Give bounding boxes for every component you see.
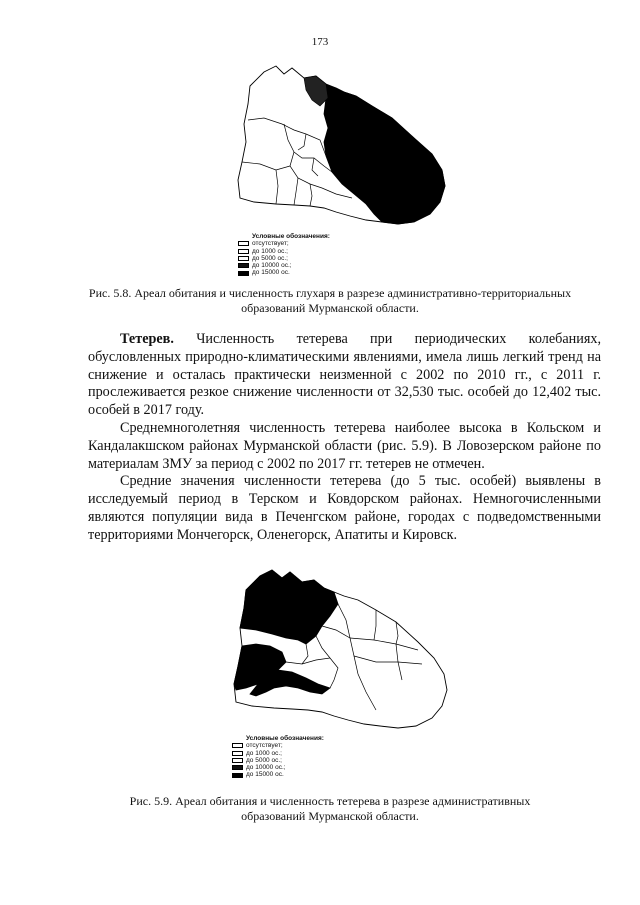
- legend-item: [232, 771, 324, 778]
- page-number: 173: [311, 36, 329, 48]
- legend-item: [238, 248, 330, 255]
- legend-label: отсутствует;: [252, 240, 289, 248]
- legend-title: Условные обозначения:: [252, 233, 330, 240]
- legend-label: до 1000 ос.;: [246, 749, 282, 757]
- legend-swatch-absent: [232, 743, 243, 748]
- legend-swatch-1000: [232, 751, 243, 756]
- paragraph-3: Средние значения численности тетерева (до 5 тыс. особей) выявлены в исследуемый период в Терском и Ковдорском районах. Немногочисленными являются популяции вида в Печенгском районе, городах с подведомственными территориями Мончегорск, Оленегорск, Апатиты и Кировск.: [88, 473, 601, 543]
- paragraph-text: Численность тетерева при периодических колебаниях, обусловленных природно-климатическими явлениями, имела лишь легкий тренд на снижение и осталась практически неизменной с 2002 по 2010 гг., с 2011 г. прослеживается резкое снижение численности от 32,530 тыс. особей до 12,402 тыс. особей в 2017 году.: [88, 331, 601, 419]
- legend-label: до 10000 ос.;: [246, 764, 286, 772]
- legend-title: Условные обозначения:: [246, 735, 324, 742]
- legend-label: до 5000 ос.;: [252, 254, 288, 262]
- body-text: [88, 331, 601, 545]
- legend-label: отсутствует;: [246, 742, 283, 750]
- legend-item: [238, 262, 330, 269]
- legend-item: [238, 255, 330, 262]
- caption-line: образований Мурманской области.: [241, 809, 419, 823]
- paragraph-2: Среднемноголетняя численность тетерева наиболее высока в Кольском и Кандалакшском районах Мурманской области (рис. 5.9). В Ловозерском районе по материалам ЗМУ за период с 2002 по 2017 гг. тетерев не отмечен.: [88, 419, 601, 472]
- legend-fig-5-8: [238, 233, 330, 277]
- paragraph-1: [88, 331, 601, 420]
- legend-swatch-15000: [232, 773, 243, 778]
- legend-label: до 10000 ос.;: [252, 262, 292, 270]
- legend-swatch-1000: [238, 249, 249, 254]
- capercaillie-map: [232, 58, 452, 233]
- legend-item: [232, 757, 324, 764]
- figure-caption-5-9: [60, 794, 600, 824]
- legend-swatch-15000: [238, 271, 249, 276]
- legend-swatch-5000: [232, 758, 243, 763]
- legend-swatch-10000: [238, 263, 249, 268]
- legend-label: до 1000 ос.;: [252, 247, 288, 255]
- legend-swatch-5000: [238, 256, 249, 261]
- legend-swatch-absent: [238, 241, 249, 246]
- paragraph-lead-word: Тетерев.: [120, 331, 174, 347]
- legend-label: до 5000 ос.;: [246, 756, 282, 764]
- legend-item: [238, 269, 330, 276]
- legend-item: [232, 742, 324, 749]
- caption-line: Рис. 5.8. Ареал обитания и численность глухаря в разрезе административно-территориальных: [88, 286, 572, 300]
- legend-item: [232, 750, 324, 757]
- legend-label: до 15000 ос.: [246, 771, 284, 779]
- legend-swatch-10000: [232, 765, 243, 770]
- legend-fig-5-9: [232, 735, 324, 779]
- figure-caption-5-8: [60, 286, 600, 316]
- caption-line: образований Мурманской области.: [241, 301, 419, 315]
- legend-label: до 15000 ос.: [252, 269, 290, 277]
- black-grouse-map: [226, 560, 456, 735]
- legend-item: [232, 764, 324, 771]
- caption-line: Рис. 5.9. Ареал обитания и численность тетерева в разрезе административных: [129, 794, 531, 808]
- legend-item: [238, 240, 330, 247]
